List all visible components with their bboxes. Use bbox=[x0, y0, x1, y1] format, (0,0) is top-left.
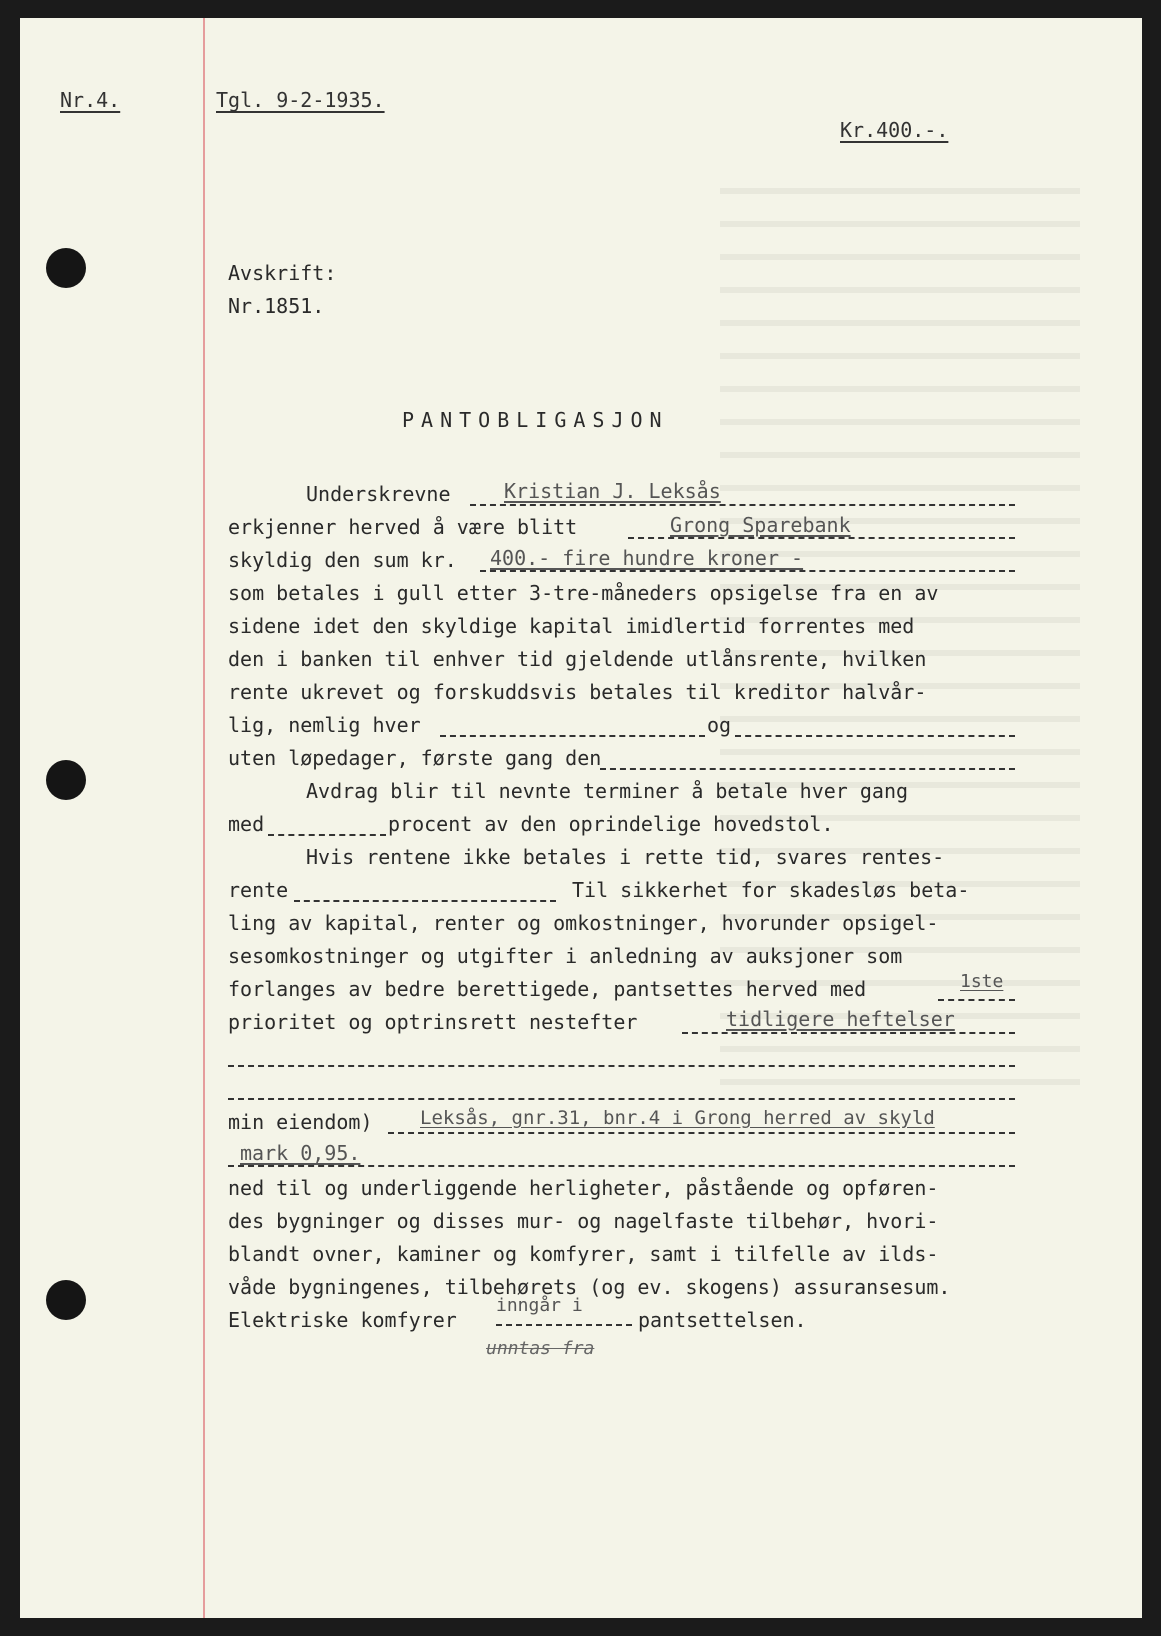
blank-line bbox=[268, 834, 386, 836]
text-line: des bygninger og disses mur- og nagelfaste tilbehør, hvori- bbox=[228, 1209, 939, 1233]
property-field-continued: mark 0,95. bbox=[240, 1141, 361, 1165]
included-option: inngår i bbox=[496, 1295, 583, 1316]
blank-line bbox=[628, 537, 1015, 539]
text-line: Hvis rentene ikke betales i rette tid, svares rentes- bbox=[306, 845, 945, 869]
text-line: Til sikkerhet for skadesløs beta- bbox=[572, 878, 970, 902]
text-line: rente ukrevet og forskuddsvis betales til kreditor halvår- bbox=[228, 680, 927, 704]
sum-field: 400.- fire hundre kroner - bbox=[490, 546, 804, 570]
property-field: Leksås, gnr.31, bnr.4 i Grong herred av skyld bbox=[420, 1107, 935, 1129]
blank-line bbox=[228, 1165, 1015, 1167]
priority-field: 1ste bbox=[960, 971, 1004, 992]
blank-line bbox=[228, 1098, 1015, 1100]
text-line: Avdrag blir til nevnte terminer å betale hver gang bbox=[306, 779, 909, 803]
blank-line bbox=[735, 735, 1015, 737]
text-line: Underskrevne bbox=[306, 482, 451, 506]
amount-header: Kr.400.-. bbox=[840, 118, 949, 142]
text-line: som betales i gull etter 3-tre-måneders opsigelse fra en av bbox=[228, 581, 939, 605]
document-number: Nr.4. bbox=[60, 88, 121, 112]
document-page bbox=[20, 18, 1142, 1618]
undersigned-field: Kristian J. Leksås bbox=[504, 479, 721, 503]
text-line: min eiendom) bbox=[228, 1110, 373, 1134]
blank-line bbox=[228, 1065, 1015, 1067]
blank-line bbox=[938, 999, 1015, 1001]
text-line: sesomkostninger og utgifter i anledning av auksjoner som bbox=[228, 944, 903, 968]
text-line: ling av kapital, renter og omkostninger, hvorunder opsigel- bbox=[228, 911, 939, 935]
margin-line bbox=[203, 18, 205, 1618]
text-line: procent av den oprindelige hovedstol. bbox=[388, 812, 834, 836]
blank-line bbox=[682, 1032, 1015, 1034]
text-line: forlanges av bedre berettigede, pantsettes herved med bbox=[228, 977, 867, 1001]
document-title: PANTOBLIGASJON bbox=[402, 408, 669, 432]
text-line: rente bbox=[228, 878, 289, 902]
excluded-option: unntas fra bbox=[486, 1338, 595, 1359]
text-line: blandt ovner, kaminer og komfyrer, samt i tilfelle av ilds- bbox=[228, 1242, 939, 1266]
text-line: lig, nemlig hver bbox=[228, 713, 421, 737]
text-line: Elektriske komfyrer bbox=[228, 1308, 457, 1332]
creditor-field: Grong Sparebank bbox=[670, 513, 851, 537]
blank-line bbox=[470, 504, 1015, 506]
text-line: den i banken til enhver tid gjeldende utlånsrente, hvilken bbox=[228, 647, 927, 671]
blank-line bbox=[294, 900, 556, 902]
text-line: ned til og underliggende herligheter, påstående og opføren- bbox=[228, 1176, 939, 1200]
text-line: skyldig den sum kr. bbox=[228, 548, 457, 572]
blank-line bbox=[440, 735, 705, 737]
blank-line bbox=[496, 1324, 632, 1326]
text-line: sidene idet den skyldige kapital imidlertid forrentes med bbox=[228, 614, 915, 638]
after-field: tidligere heftelser bbox=[726, 1007, 955, 1031]
blank-line bbox=[600, 768, 1015, 770]
text-line: våde bygningenes, tilbehørets (og ev. skogens) assuransesum. bbox=[228, 1275, 951, 1299]
avskrift-number: Nr.1851. bbox=[228, 294, 325, 318]
text-line: og bbox=[707, 713, 732, 737]
registration-date: Tgl. 9-2-1935. bbox=[216, 88, 385, 112]
punch-hole-icon bbox=[46, 1280, 86, 1320]
blank-line bbox=[388, 1132, 1015, 1134]
punch-hole-icon bbox=[46, 760, 86, 800]
text-line: med bbox=[228, 812, 265, 836]
avskrift-label: Avskrift: bbox=[228, 261, 337, 285]
text-line: uten løpedager, første gang den bbox=[228, 746, 602, 770]
blank-line bbox=[480, 570, 1015, 572]
punch-hole-icon bbox=[46, 248, 86, 288]
text-line: erkjenner herved å være blitt bbox=[228, 515, 578, 539]
text-line: pantsettelsen. bbox=[638, 1308, 807, 1332]
text-line: prioritet og optrinsrett nestefter bbox=[228, 1010, 638, 1034]
